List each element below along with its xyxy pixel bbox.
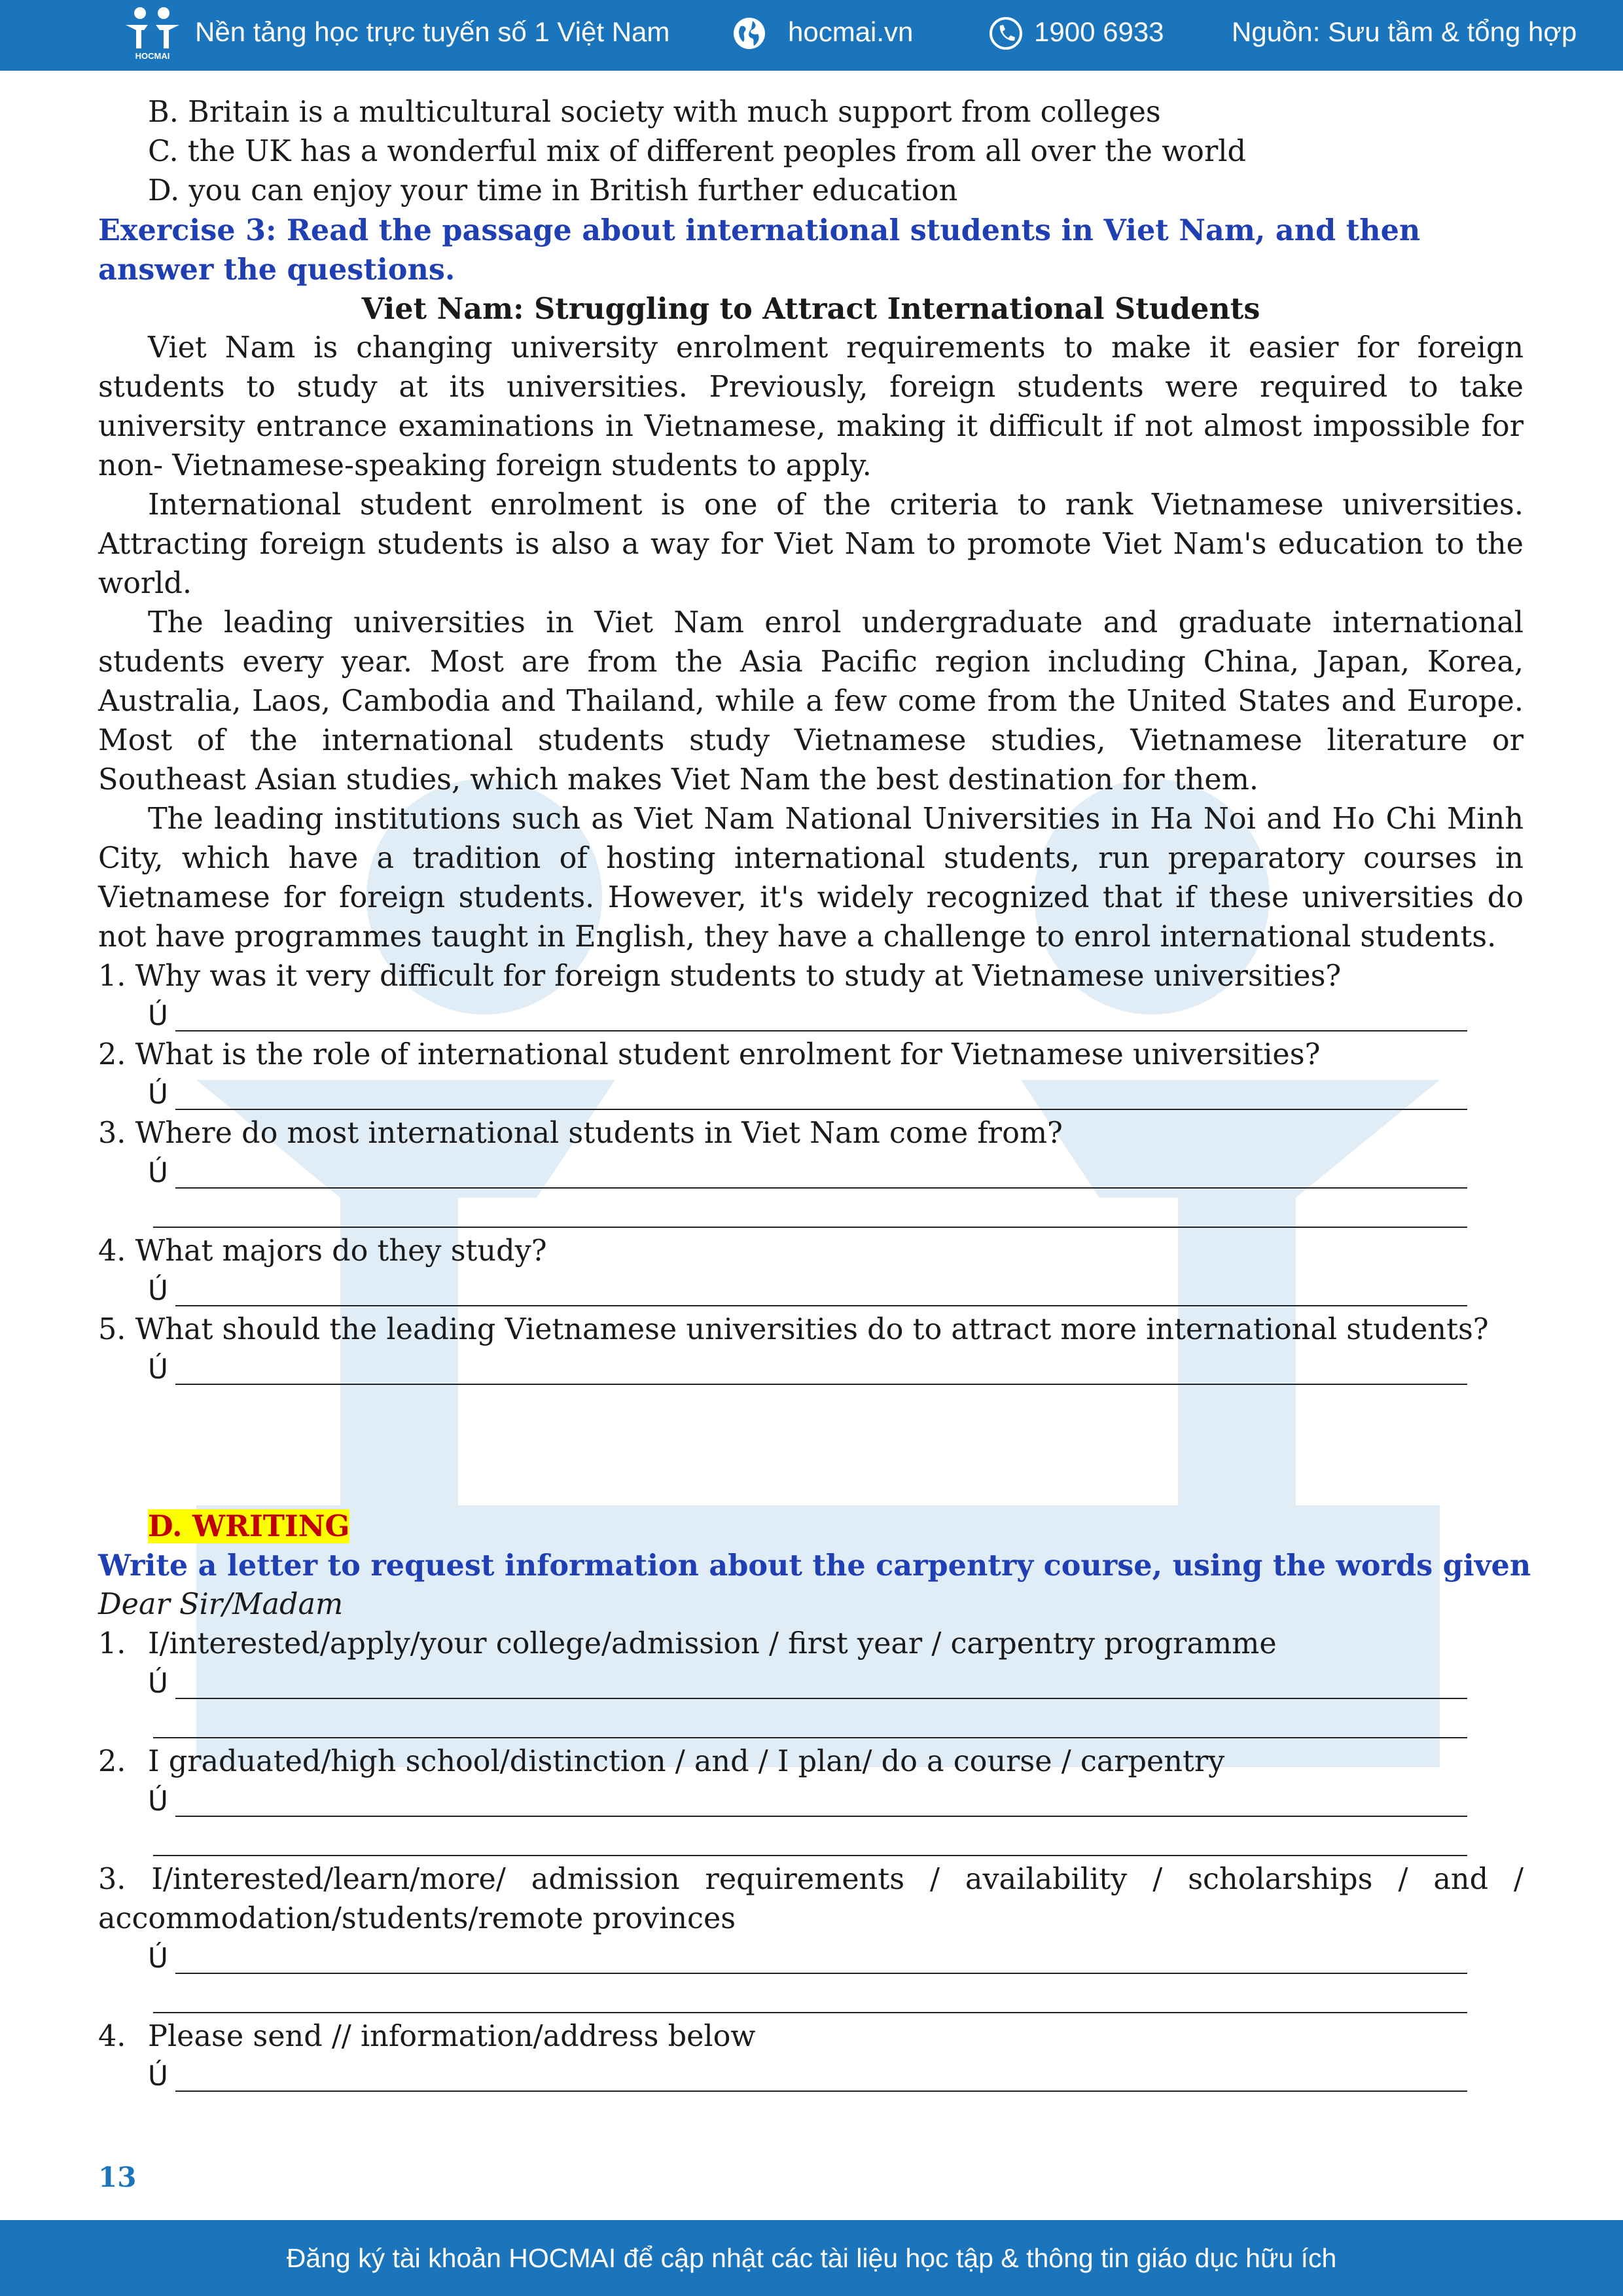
passage-paragraph: Viet Nam is changing university enrolment requirements to make it easier for foreign students to study at its universities. Previously, foreign students were required to take university entrance examinations in Vietnamese, making it difficult if not almost impossible for non- Vietnamese-speaking foreign students to apply. [98,331,1524,482]
answer-marker: Ú [148,1078,168,1110]
writing-item-1 [98,1624,1524,1664]
writing-task: Write a letter to request information about the carpentry course, using the words given [98,1549,1531,1583]
answer-marker: Ú [148,1942,168,1974]
phone-icon [988,16,1024,51]
writing-answer-line-4[interactable] [98,2056,1524,2096]
header-website[interactable]: hocmai.vn [788,16,914,47]
writing-answer-line-1[interactable] [98,1664,1524,1703]
writing-item-3 [98,1860,1524,1939]
answer-marker: Ú [148,1353,168,1385]
option-c: C. the UK has a wonderful mix of different peoples from all over the world [148,135,1246,168]
item-text: Please send // information/address below [148,2020,756,2053]
header-slogan: Nền tảng học trực tuyến số 1 Việt Nam [195,16,670,47]
answer-marker: Ú [148,1667,168,1699]
item-number: 4. [98,2020,126,2053]
hocmai-logo [122,5,183,62]
item-number: 1. [98,1627,126,1660]
exercise-3-instruction: Exercise 3: Read the passage about international students in Viet Nam, and then answer the questions. [98,213,1421,287]
item-number: 3. [98,1863,126,1896]
item-text: I graduated/high school/distinction / and / I plan/ do a course / carpentry [148,1745,1225,1778]
writing-item-2 [98,1742,1524,1782]
writing-item-4 [98,2017,1524,2056]
writing-heading [98,1507,1524,1546]
writing-answer-line-2[interactable] [98,1782,1524,1821]
salutation: Dear Sir/Madam [98,1588,344,1621]
passage-paragraph: International student enrolment is one of the criteria to rank Vietnamese universities. Attracting foreign students is also a way for Viet Nam to promote Viet Nam's education to the world. [98,488,1524,600]
item-number: 2. [98,1745,126,1778]
answer-marker: Ú [148,1157,168,1189]
answer-marker: Ú [148,999,168,1031]
answer-marker: Ú [148,1785,168,1817]
worksheet-content [98,93,1531,2096]
page-footer: Đăng ký tài khoản HOCMAI để cập nhật các tài liệu học tập & thông tin giáo dục hữu ích [0,2220,1623,2296]
page-number: 13 [98,2161,137,2193]
header-source: Nguồn: Sưu tầm & tổng hợp [1232,16,1577,47]
item-text: I/interested/learn/more/ admission requirements / availability / scholarships / and / accommodation/students/remote provinces [98,1863,1524,1935]
writing-answer-line-3-extra[interactable] [98,1978,1524,2017]
globe-icon [732,16,767,51]
question-5: 5. What should the leading Vietnamese universities do to attract more international students? [98,1313,1489,1346]
page-header [0,0,1623,71]
answer-line-5[interactable] [98,1350,1524,1389]
answer-line-1[interactable] [98,996,1524,1035]
option-b: B. Britain is a multicultural society with much support from colleges [148,96,1161,129]
writing-answer-line-2-extra[interactable] [98,1821,1524,1860]
answer-marker: Ú [148,2060,168,2092]
question-4: 4. What majors do they study? [98,1234,547,1268]
header-phone[interactable]: 1900 6933 [1034,16,1164,47]
svg-text:HOCMAI: HOCMAI [135,51,170,61]
answer-marker: Ú [148,1274,168,1306]
option-d: D. you can enjoy your time in British further education [148,174,958,207]
writing-answer-line-3[interactable] [98,1939,1524,1978]
writing-heading-text: D. WRITING [148,1509,350,1543]
passage-title: Viet Nam: Struggling to Attract International Students [361,292,1260,326]
item-text: I/interested/apply/your college/admission / first year / carpentry programme [148,1627,1277,1660]
answer-line-2[interactable] [98,1075,1524,1114]
answer-line-3[interactable] [98,1153,1524,1193]
writing-answer-line-1-extra[interactable] [98,1703,1524,1742]
question-2: 2. What is the role of international student enrolment for Vietnamese universities? [98,1038,1321,1071]
question-1: 1. Why was it very difficult for foreign students to study at Vietnamese universities? [98,960,1342,993]
question-3: 3. Where do most international students in Viet Nam come from? [98,1117,1063,1150]
passage-paragraph: The leading institutions such as Viet Nam National Universities in Ha Noi and Ho Chi Minh City, which have a tradition of hosting international students, run preparatory courses in Vietnamese for foreign students. However, it's widely recognized that if these universities do not have programmes taught in English, they have a challenge to enrol international students. [98,802,1524,954]
answer-line-3-extra[interactable] [98,1193,1524,1232]
answer-line-4[interactable] [98,1271,1524,1310]
passage-paragraph: The leading universities in Viet Nam enrol undergraduate and graduate international students every year. Most are from the Asia Pacific region including China, Japan, Korea, Australia, Laos, Cambodia and Thailand, while a few come from the United States and Europe. Most of the international students study Vietnamese studies, Vietnamese literature or Southeast Asian studies, which makes Viet Nam the best destination for them. [98,606,1524,797]
